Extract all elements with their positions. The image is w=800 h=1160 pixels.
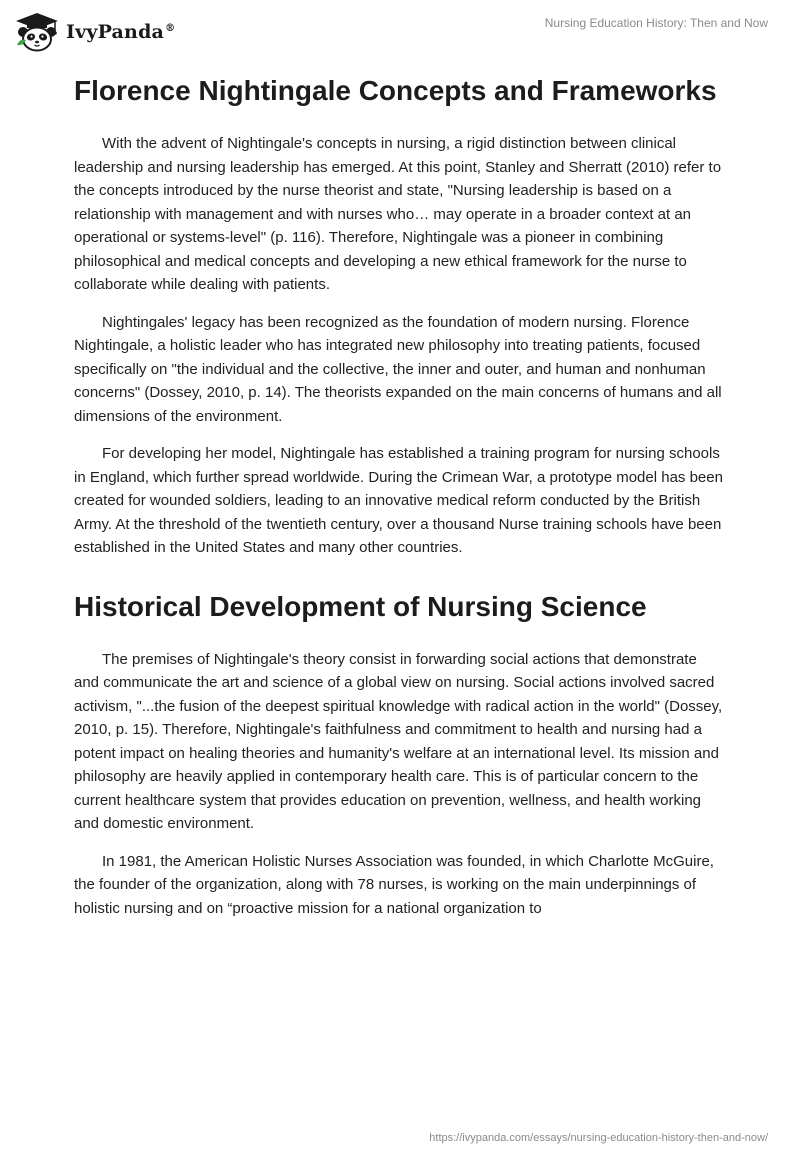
panda-graduate-icon <box>14 12 60 52</box>
ivypanda-logo[interactable] <box>14 10 175 54</box>
document-title: Nursing Education History: Then and Now <box>544 16 768 30</box>
paragraph: Nightingales' legacy has been recognized as the foundation of modern nursing. Florence Nightingale, a holistic leader who has integrated new philosophy into treating patients, focused specifically on "the individual and the collective, the inner and outer, and human and nonhuman concerns" (Dossey, 2010, p. 14). The theorists expanded on the main concerns of humans and all dimensions of the environment. <box>74 313 722 425</box>
essay-body <box>74 72 726 934</box>
section-heading-nightingale-concepts: Florence Nightingale Concepts and Frameworks <box>74 75 717 106</box>
logo-text: IvyPanda® <box>66 21 176 43</box>
paragraph: For developing her model, Nightingale has established a training program for nursing schools in England, which further spread worldwide. During the Crimean War, a prototype model has been created for wounded soldiers, leading to an innovative medical reform conducted by the British Army. At the threshold of the twentieth century, over a thousand Nurse training schools have been established in the United States and many other countries. <box>74 445 723 556</box>
paragraph: In 1981, the American Holistic Nurses Association was founded, in which Charlotte McGuire, the founder of the organization, along with 78 nurses, is working on the main underpinnings of holistic nursing and on “proactive mission for a national organization to <box>74 852 714 917</box>
paragraph: The premises of Nightingale's theory consist in forwarding social actions that demonstrate and communicate the art and science of a global view on nursing. Social actions involved sacred activism, "...the fusion of the deepest spiritual knowledge with radical action in the world" (Dossey, 2010, p. 15). Therefore, Nightingale's faithfulness and commitment to health and nursing had a potent impact on healing theories and humanity's welfare at an international level. Its mission and philosophy are heavily applied in contemporary health care. This is of particular concern to the current healthcare system that provides education on prevention, wellness, and health working and domestic environment. <box>74 650 723 832</box>
source-url[interactable]: https://ivypanda.com/essays/nursing-education-history-then-and-now/ <box>429 1132 768 1144</box>
section-heading-historical-development: Historical Development of Nursing Science <box>74 590 647 622</box>
page-header <box>0 0 800 60</box>
paragraph: With the advent of Nightingale's concepts in nursing, a rigid distinction between clinical leadership and nursing leadership has emerged. At this point, Stanley and Sherratt (2010) refer to the concepts introduced by the nurse theorist and state, "Nursing leadership is based on a relationship with management and with nurses who… may operate in a broader context at an operational or systems-level" (p. 116). Therefore, Nightingale was a pioneer in combining philosophical and medical concepts and developing a new ethical framework for the nurse to collaborate while dealing with patients. <box>74 135 722 293</box>
